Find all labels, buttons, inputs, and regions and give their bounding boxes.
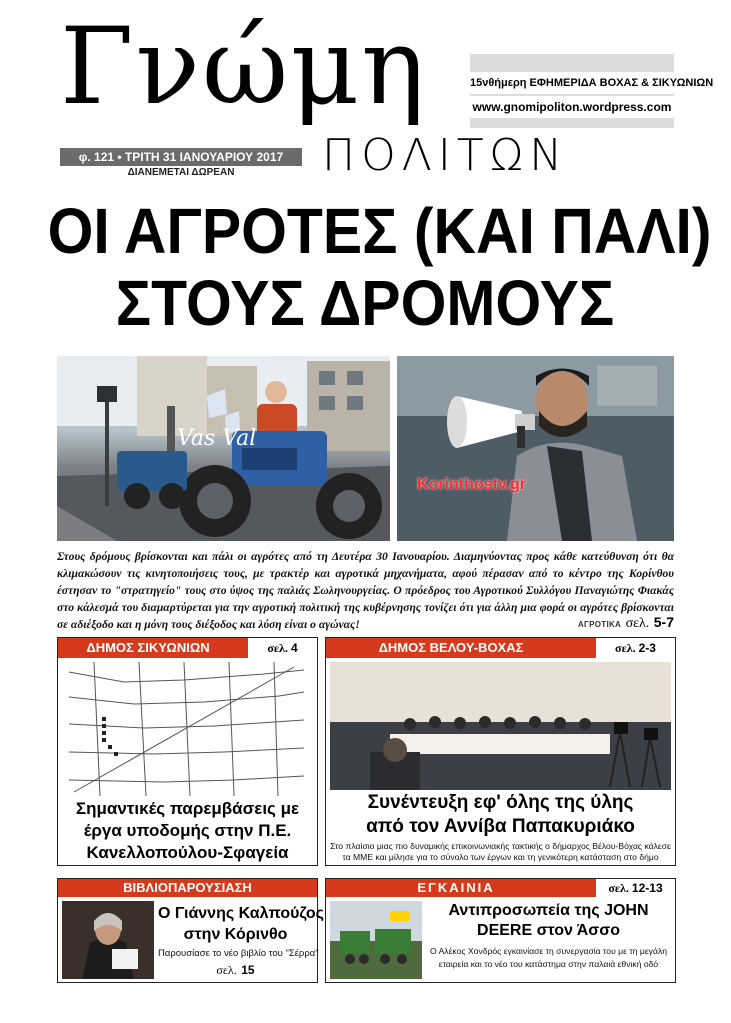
lead-text: Στους δρόμους βρίσκονται και πάλι οι αγρότες από τη Δευτέρα 30 Ιανουαρίου. Διαμηνύοντας προς κάθε κατεύθυνση ότι θα κλιμακώσουν τις κινητοποιήσεις τους, με τρακτέρ και αγροτικά μηχανήματα, αφού πέρασαν από το κέντρο της Κορίνθου έστησαν το "στρατηγείο" τους στο ύψος της παλιάς Σωληνουργείας. Ο πρόεδρος του Αγροτικού Συλλόγου Παναγιώτης Φιακάς στο κάλεσμά του διαμαρτύρεται για την αγροτική πολιτική της κυβέρνησης τονίζει ότι για άλλη μια φορά οι αγρότες βρίσκονται σε αδιέξοδο και η μόνη τους διέξοδος και λύση είναι ο αγώνας! <box>57 550 674 631</box>
panel-velo-vocha-title: ΔΗΜΟΣ ΒΕΛΟΥ-ΒΟΧΑΣ <box>378 640 524 655</box>
panel-opening-page: σελ. 12-13 <box>596 879 675 897</box>
panel-book-presentation[interactable] <box>57 878 324 983</box>
main-headline-line-1: ΟΙ ΑΓΡΟΤΕΣ (ΚΑΙ ΠΑΛΙ) <box>47 195 712 267</box>
panel-book-headline: Ο Γιάννης Καλπούζος στην Κόρινθο <box>158 905 324 943</box>
panel-opening-headline: Αντιπροσωπεία της JOHN DEERE στον Άσσο <box>448 902 649 939</box>
panel-book-page: σελ. 15 <box>216 963 255 977</box>
panel-velo-vocha-title-bar <box>326 638 675 658</box>
panel-sikyonion-page: σελ. 4 <box>248 638 317 658</box>
panel-book-summary: Παρουσίασε το νέο βιβλίο του "Σέρρα" <box>158 948 319 959</box>
panel-velo-vocha-headline: Συνέντευξη εφ' όλης της ύλης από τον Αννίβα Παπακυριάκο <box>366 792 635 837</box>
panel-velo-vocha-summary: Στο πλαίσιο μιας πιο δυναμικής επικοινωνιακής τακτικής ο δήμαρχος Βέλου-Βόχας κάλεσε τα ΜΜΕ και μίλησε για το σύνολο των έργων και τη γενικότερη κατάσταση στο δήμο <box>330 841 671 862</box>
lead-pages: 5-7 <box>653 614 674 630</box>
street-map <box>64 662 310 796</box>
lead-sel-label: σελ. <box>625 616 650 631</box>
panel-sikyonion-headline: Σημαντικές παρεμβάσεις με έργα υποδομής στην Π.Ε. Κανελλοπούλου-Σφαγεία <box>75 799 300 862</box>
masthead-subtitle: ΠΟΛΙΤΩΝ <box>322 130 569 181</box>
lead-section-label: ΑΓΡΟΤΙΚΑ <box>577 620 622 629</box>
dealership-photo <box>330 901 422 979</box>
tractor-photo <box>57 356 390 541</box>
author-photo <box>62 901 154 979</box>
lead-page-reference[interactable] <box>546 614 674 632</box>
panel-opening[interactable] <box>325 878 676 983</box>
tagline: 15νθήμερη ΕΦΗΜΕΡΙΔΑ ΒΟΧΑΣ & ΣΙΚΥΩΝΙΩΝ <box>470 72 674 94</box>
megaphone-photo <box>397 356 674 541</box>
free-distribution-line: ΔΙΑΝΕΜΕΤΑΙ ΔΩΡΕΑΝ <box>127 167 235 178</box>
panel-book-title-bar <box>58 879 317 897</box>
main-headline-line-2: ΣΤΟΥΣ ΔΡΟΜΟΥΣ <box>115 267 615 339</box>
panel-velo-vocha-page: σελ. 2-3 <box>596 638 675 658</box>
issue-line: φ. 121 • ΤΡΙΤΗ 31 ΙΑΝΟΥΑΡΙΟΥ 2017 <box>60 148 302 166</box>
panel-sikyonion-title-bar <box>58 638 317 658</box>
press-conference-photo <box>330 662 671 790</box>
panel-opening-summary: Ο Αλέκος Χονδρός εγκαινίασε τη συνεργασία του με τη μεγάλη εταιρεία και το νέο του κατάστημα στην παλαιά εθνική οδό <box>429 946 668 969</box>
photo-watermark-left: Vas Val <box>177 426 257 451</box>
masthead-title: Γνώμη <box>60 5 427 128</box>
panel-book-title: ΒΙΒΛΙΟΠΑΡΟΥΣΙΑΣΗ <box>123 880 252 895</box>
masthead-info-box <box>470 54 714 128</box>
panel-opening-title-bar <box>326 879 675 897</box>
panel-sikyonion[interactable] <box>57 637 318 866</box>
website-link[interactable]: www.gnomipoliton.wordpress.com <box>470 96 674 118</box>
megaphone-illustration <box>397 356 674 541</box>
panel-opening-title: ΕΓΚΑΙΝΙΑ <box>417 880 495 895</box>
photo-watermark-right: Korinthostv.gr <box>417 476 527 493</box>
panel-sikyonion-title: ΔΗΜΟΣ ΣΙΚΥΩΝΙΩΝ <box>86 640 210 655</box>
panel-velo-vocha[interactable] <box>325 637 676 866</box>
